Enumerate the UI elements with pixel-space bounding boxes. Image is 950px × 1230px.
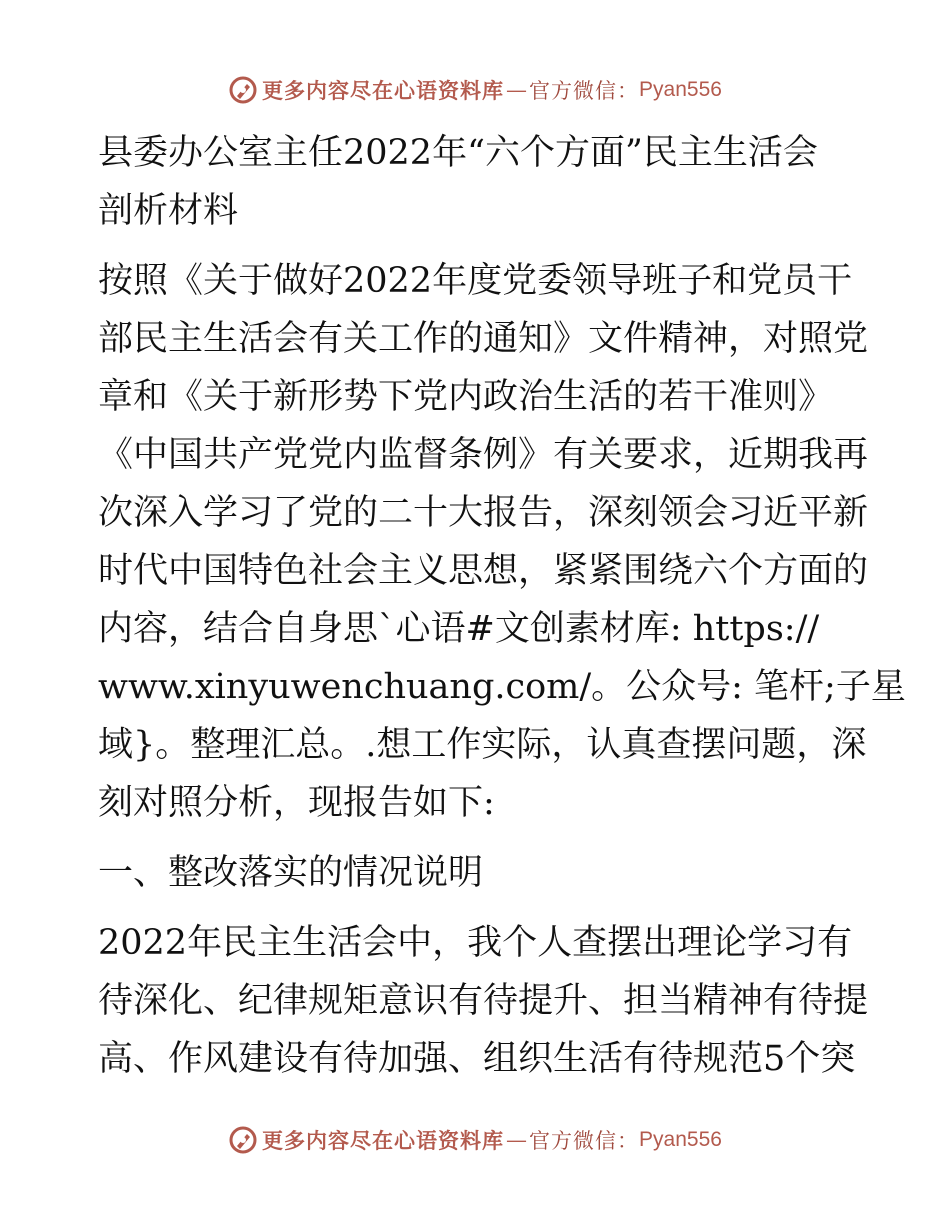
paragraph-line: 次深入学习了党的二十大报告，深刻领会习近平新 (98, 493, 869, 533)
paragraph-line: 《中国共产党党内监督条例》有关要求，近期我再 (98, 435, 869, 475)
paragraph-line: www.xinyuwenchuang.com/。公众号: 笔杆;子星 (98, 667, 906, 707)
banner-wechat-label: 官方微信： (529, 1129, 640, 1153)
paragraph-line: 章和《关于新形势下党内政治生活的若干准则》 (98, 377, 834, 417)
banner-promo-text: 更多内容尽在心语资料库 (262, 1128, 505, 1153)
paragraph-line: 时代中国特色社会主义思想，紧紧围绕六个方面的 (98, 551, 869, 591)
paragraph-line: 高、作风建设有待加强、组织生活有待规范5个突 (98, 1039, 856, 1079)
paragraph-line: 2022年民主生活会中，我个人查摆出理论学习有 (98, 923, 853, 963)
paragraph-line: 刻对照分析，现报告如下: (98, 783, 495, 823)
paragraph-line: 域}。整理汇总。.想工作实际，认真查摆问题，深 (98, 725, 867, 765)
banner-separator: — (506, 1128, 528, 1152)
document-title-line: 县委办公室主任2022年“六个方面”民主生活会 (98, 133, 818, 173)
paragraph-line: 待深化、纪律规矩意识有待提升、担当精神有待提 (98, 981, 869, 1021)
header-banner (0, 70, 950, 110)
paragraph-line: 按照《关于做好2022年度党委领导班子和党员干 (98, 261, 853, 301)
section-heading: 一、整改落实的情况说明 (98, 853, 484, 893)
document-title-line: 剖析材料 (98, 191, 239, 231)
paragraph-line: 内容，结合自身思`心语#文创素材库: https:// (98, 609, 820, 649)
banner-wechat-id: Pyan556 (639, 78, 722, 101)
red-pen-circle-icon (228, 75, 258, 105)
banner-separator: — (506, 78, 528, 102)
footer-banner (0, 1120, 950, 1160)
banner-wechat-id: Pyan556 (639, 1128, 722, 1151)
document-body (98, 124, 906, 1088)
banner-promo-text: 更多内容尽在心语资料库 (262, 78, 505, 103)
paragraph-line: 部民主生活会有关工作的通知》文件精神，对照党 (98, 319, 869, 359)
red-pen-circle-icon (228, 1125, 258, 1155)
banner-wechat-label: 官方微信： (529, 79, 640, 103)
